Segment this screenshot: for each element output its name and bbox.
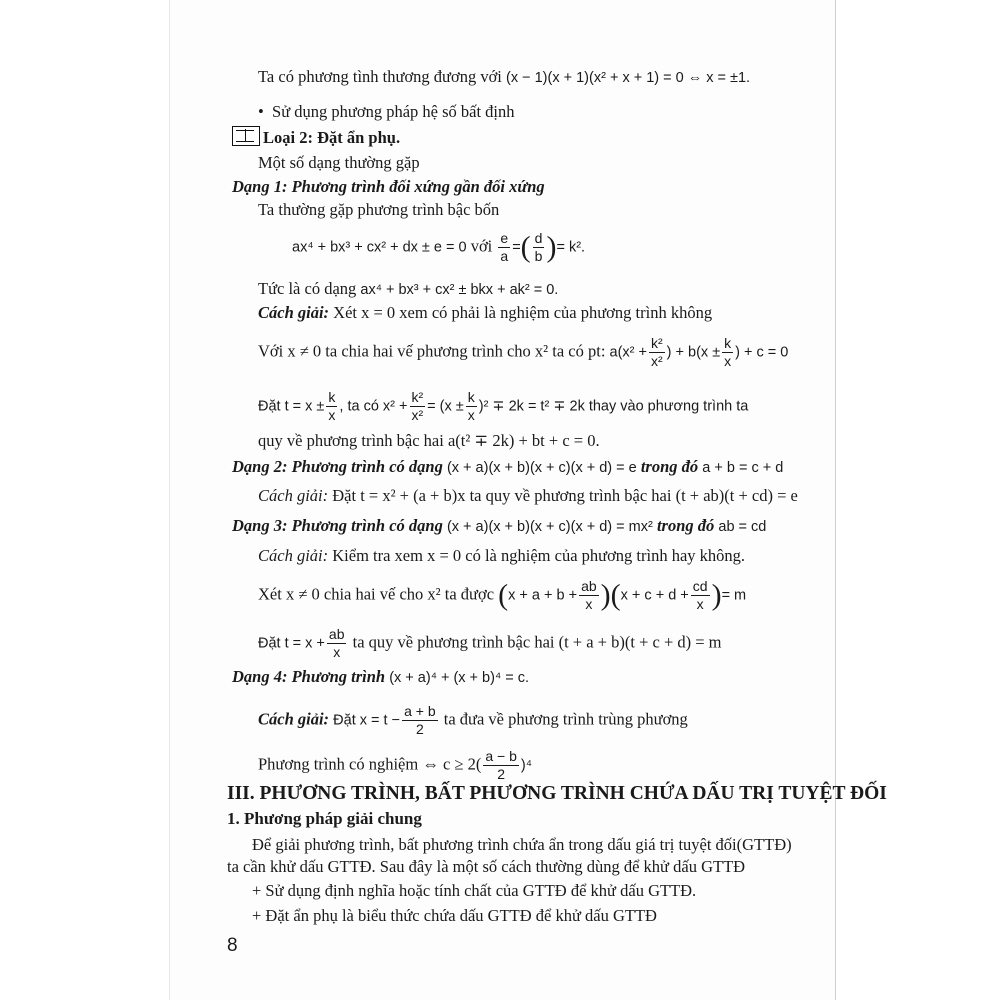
bullet-text: Sử dụng phương pháp hệ số bất định <box>272 102 515 121</box>
line-quartic-intro: Ta thường gặp phương trình bậc bốn <box>258 200 500 219</box>
line-1-text: Ta có phương tình thương đương với <box>258 67 502 86</box>
paragraph-line-3: + Sử dụng định nghĩa hoặc tính chất của GTTĐ để khử dấu GTTĐ. <box>252 881 697 900</box>
line-substitution: Đặt t = x ± $\frac{k}{x}$ , ta có x² + $\frac{\text{k²}}{\text{x²}}$ = (x ± $\frac{k}{x}$ )² ∓ 2k = t² ∓ 2k thay vào phương trình ta <box>258 389 749 423</box>
line-condition: Phương trình có nghiệm ⇔ c ≥ 2( $\frac{a - b}{2}$ )⁴ <box>258 748 532 782</box>
form-equation: ax⁴ + bx³ + cx² ± bkx + ak² = 0. <box>360 282 559 298</box>
solution-3-line: Cách giải: Kiểm tra xem x = 0 có là nghiệm của phương trình hay không. <box>258 546 746 565</box>
line-quadratic: quy về phương trình bậc hai a(t² ∓ 2k) + bt + c = 0. <box>258 431 600 450</box>
page-number: 8 <box>227 935 238 956</box>
paragraph-line-1: Để giải phương trình, bất phương trình chứa ẩn trong dấu giá trị tuyệt đối(GTTĐ) <box>252 835 792 854</box>
line-quartic-equation: ax⁴ + bx³ + cx² + dx ± e = 0 với $\frac{e}{a}$ =( $\frac{d}{b}$ )= k². <box>292 230 586 264</box>
line-1-equation: (x − 1)(x + 1)(x² + x + 1) = 0 ⇔ x = ±1. <box>506 70 751 86</box>
solution-4-line: Cách giải: Đặt x = t − $\frac{a + b}{2}$ ta đưa về phương trình trùng phương <box>258 703 688 737</box>
fraction-e-over-a: $\frac{e}{a}$ <box>500 230 509 264</box>
solution-1-line: Cách giải: Xét x = 0 xem có phải là nghiệm của phương trình không <box>258 303 713 322</box>
solution-label: Cách giải: <box>258 303 330 322</box>
quartic-equation: ax⁴ + bx³ + cx² + dx ± e = 0 <box>292 239 467 256</box>
line-common-forms: Một số dạng thường gặp <box>258 153 420 172</box>
equals-k-squared: = k². <box>556 239 586 256</box>
bullet-line <box>258 101 515 123</box>
line-form: Tức là có dạng ax⁴ + bx³ + cx² ± bkx + ak² = 0. <box>258 279 559 298</box>
book-icon <box>232 126 260 146</box>
line-1 <box>258 66 750 89</box>
form-4-heading: Dạng 4: Phương trình (x + a)⁴ + (x + b)⁴ = c. <box>232 667 529 686</box>
bullet-icon: • <box>258 102 273 121</box>
line-divide: Với x ≠ 0 ta chia hai vế phương trình cho x² ta có pt: a(x² + $\frac{\text{k²}}{\text{x²}}$ ) + b(x ± $\frac{k}{x}$ ) + c = 0 <box>258 335 789 369</box>
solution-2-line: Cách giải: Đặt t = x² + (a + b)x ta quy về phương trình bậc hai (t + ab)(t + cd) = e <box>258 486 798 505</box>
type-2-heading <box>232 126 400 149</box>
word-with: với <box>470 236 493 256</box>
book-page <box>170 0 887 1000</box>
line-divide-2: Xét x ≠ 0 chia hai vế cho x² ta được (x + a + b + $\frac{ab}{x}$ )(x + c + d + $\frac{cd}{x}$ )= m <box>258 578 747 612</box>
paragraph-line-2: ta cần khử dấu GTTĐ. Sau đây là một số cách thường dùng để khử dấu GTTĐ <box>227 857 746 876</box>
form-3-heading: Dạng 3: Phương trình có dạng (x + a)(x + b)(x + c)(x + d) = mx² trong đó ab = cd <box>232 516 767 535</box>
line-substitution-3: Đặt t = x + $\frac{ab}{x}$ ta quy về phương trình bậc hai (t + a + b)(t + c + d) = m <box>258 626 722 660</box>
paragraph-line-4: + Đặt ẩn phụ là biểu thức chứa dấu GTTĐ để khử dấu GTTĐ <box>252 906 657 925</box>
subsection-1-heading: 1. Phương pháp giải chung <box>227 809 422 828</box>
type-2-heading-text: Loại 2: Đặt ẩn phụ. <box>263 128 401 147</box>
section-3-heading: III. PHƯƠNG TRÌNH, BẤT PHƯƠNG TRÌNH CHỨA DẤU TRỊ TUYỆT ĐỐI <box>227 783 887 804</box>
form-1-heading: Dạng 1: Phương trình đối xứng gần đối xứng <box>232 177 545 196</box>
fraction-d-over-b: $\frac{d}{b}$ <box>534 230 543 264</box>
form-2-heading: Dạng 2: Phương trình có dạng (x + a)(x + b)(x + c)(x + d) = e trong đó a + b = c + d <box>232 457 784 476</box>
